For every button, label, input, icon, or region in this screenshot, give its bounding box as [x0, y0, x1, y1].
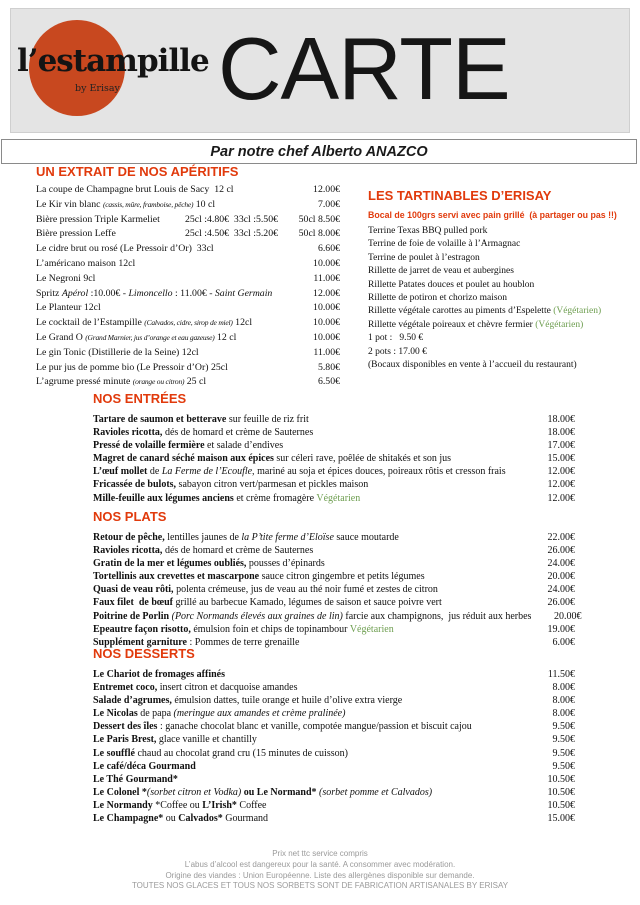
- page-title: CARTE: [218, 19, 510, 118]
- menu-item: [93, 707, 575, 720]
- menu-text-segment: lentilles jaunes de: [164, 532, 242, 543]
- item-name: [36, 287, 278, 302]
- menu-text-segment: Calvados*: [178, 813, 223, 825]
- menu-item: [368, 359, 630, 372]
- header-banner: [10, 8, 630, 133]
- item-name: [368, 238, 630, 251]
- menu-text-segment: Rillette de potiron et chorizo maison: [368, 293, 508, 304]
- menu-item: [93, 760, 575, 773]
- menu-text-segment: Le gin Tonic (Distillerie de la Seine) 12cl: [36, 346, 199, 358]
- menu-text-segment: Supplément garniture: [93, 636, 187, 648]
- item-price: 24.00€: [547, 558, 575, 570]
- menu-text-segment: (sorbet citron et Vodka): [146, 786, 242, 798]
- item-name: [93, 570, 525, 583]
- menu-text-segment: 10 cl: [193, 198, 216, 210]
- item-price: 22.00€: [547, 532, 575, 543]
- item-name: [36, 272, 278, 287]
- item-price: 18.00€: [547, 414, 575, 425]
- item-name: [93, 668, 525, 681]
- menu-item: [36, 183, 340, 198]
- menu-item: [93, 557, 575, 570]
- menu-text-segment: 25 cl: [184, 376, 207, 388]
- menu-text-segment: Saint Germain: [214, 287, 273, 299]
- menu-text-segment: Le cocktail de l’Estampille: [36, 317, 145, 329]
- item-name: [368, 252, 630, 265]
- menu-text-segment: dés de homard et crème de Sauternes: [162, 427, 314, 439]
- menu-text-segment: Limoncello: [128, 287, 173, 299]
- item-name: [368, 332, 630, 345]
- item-name: [93, 413, 525, 426]
- menu-text-segment: Le Paris Brest,: [93, 734, 157, 746]
- item-name: [368, 279, 630, 292]
- menu-text-segment: sur céleri rave, poêlée de shitakés et son jus: [273, 453, 452, 465]
- menu-text-segment: *Coffee ou: [152, 799, 203, 811]
- footer-legal: [0, 849, 640, 892]
- menu-text-segment: émulsion dattes, tuile orange et huile d’olive extra vierge: [171, 695, 403, 707]
- plats-list: [93, 531, 582, 649]
- item-name: [368, 346, 630, 359]
- menu-text-segment: sur feuille de riz frit: [226, 414, 309, 425]
- menu-text-segment: (orange ou citron): [132, 377, 185, 387]
- menu-item: [368, 265, 630, 278]
- menu-item: [368, 238, 630, 251]
- menu-text-segment: Ravioles ricotta,: [93, 427, 163, 439]
- menu-item: [36, 198, 340, 213]
- item-price: 9.50€: [552, 721, 575, 733]
- item-name: [93, 694, 525, 707]
- menu-text-segment: 2 pots : 17.00 €: [368, 346, 427, 357]
- menu-text-segment: (cassis, mûre, framboise, pêche): [102, 199, 194, 209]
- menu-text-segment: : 11.00€ -: [172, 287, 215, 299]
- item-price: 10.50€: [547, 773, 575, 785]
- section-heading-entrees: NOS ENTRÉES: [93, 391, 187, 406]
- item-price: 11.00€: [313, 272, 340, 284]
- item-name: [93, 812, 525, 825]
- menu-text-segment: Le Grand O: [36, 331, 86, 343]
- item-price: 24.00€: [547, 584, 575, 596]
- item-name: [93, 773, 525, 786]
- item-price: 7.00€: [317, 198, 340, 210]
- item-price: 9.50€: [552, 747, 575, 759]
- menu-item: [368, 305, 630, 318]
- item-name: [93, 799, 525, 812]
- item-name: [36, 331, 278, 346]
- item-name: [368, 359, 630, 372]
- menu-item: [93, 413, 575, 426]
- menu-text-segment: sauce citron gingembre et petits légumes: [259, 571, 425, 583]
- menu-text-segment: grillé au barbecue Kamado, légumes de saison et sauce poivre vert: [173, 597, 442, 609]
- restaurant-logo: l’estampille: [17, 43, 209, 79]
- item-name: [93, 557, 525, 570]
- menu-item: [93, 681, 575, 694]
- menu-item: [93, 544, 575, 557]
- menu-text-segment: Rillette végétale poireaux et chèvre fermier: [368, 319, 536, 330]
- menu-text-segment: Faux filet de bœuf: [93, 597, 173, 609]
- menu-item: [93, 747, 575, 760]
- menu-text-segment: Terrine de poulet à l’estragon: [368, 252, 480, 263]
- item-price: 10.00€: [313, 331, 340, 343]
- menu-text-segment: (Calvados, cidre, sirop de miel): [144, 318, 233, 328]
- menu-item: [36, 375, 340, 390]
- menu-text-segment: Le cidre brut ou rosé (Le Pressoir d’Or) 33cl: [36, 243, 214, 255]
- menu-text-segment: La coupe de Champagne brut Louis de Sacy 12 cl: [36, 184, 234, 195]
- menu-text-segment: Végétarien: [349, 623, 394, 635]
- item-price: 18.00€: [547, 427, 575, 439]
- menu-text-segment: (Bocaux disponibles en vente à l’accueil du restaurant): [368, 360, 577, 371]
- menu-text-segment: Poitrine de Porlin: [93, 610, 172, 622]
- menu-item: [93, 570, 575, 583]
- menu-text-segment: Le café/déca Gourmand: [93, 760, 196, 772]
- item-name: [36, 242, 278, 257]
- item-price: 50cl 8.50€: [298, 213, 340, 225]
- menu-text-segment: Pressé de volaille fermière: [93, 440, 205, 452]
- menu-text-segment: Epeautre façon risotto,: [93, 623, 191, 635]
- item-price: 9.50€: [552, 760, 575, 772]
- item-price: 12.00€: [313, 184, 340, 195]
- menu-item: [36, 227, 340, 242]
- item-price: 20.00€: [553, 610, 582, 622]
- menu-text-segment: mariné au soja et épices douces, poireaux rôtis et cresson frais: [254, 466, 506, 478]
- menu-text-segment: Salade d’agrumes,: [93, 695, 172, 707]
- item-price: 6.00€: [552, 636, 575, 648]
- item-price: 10.00€: [313, 317, 340, 329]
- menu-item: [368, 319, 630, 332]
- menu-text-segment: Le Chariot de fromages affinés: [93, 669, 226, 680]
- item-name: [93, 786, 525, 799]
- item-name: [93, 478, 525, 491]
- item-price: 6.60€: [317, 243, 340, 255]
- menu-text-segment: Apérol: [61, 287, 89, 299]
- menu-text-segment: sabayon citron vert/parmesan et pickles maison: [176, 479, 369, 491]
- menu-text-segment: Rillette végétale carottes au piments d’Espelette: [368, 306, 554, 317]
- item-name: [93, 610, 531, 623]
- item-price: 5.80€: [317, 361, 340, 373]
- item-name: [93, 544, 525, 557]
- section-desserts: [93, 646, 575, 825]
- menu-item: [368, 225, 630, 238]
- item-price: 12.00€: [547, 479, 575, 491]
- menu-text-segment: Le Planteur 12cl: [36, 302, 101, 314]
- menu-text-segment: Le Thé Gourmand*: [93, 773, 178, 785]
- menu-text-segment: La Ferme de l’Ecoufle,: [161, 466, 255, 478]
- item-name: [36, 316, 278, 331]
- menu-item: [93, 668, 575, 681]
- item-name: [93, 681, 525, 694]
- item-price: 26.00€: [547, 545, 575, 557]
- item-name: [93, 596, 525, 609]
- menu-text-segment: (Grand Marnier, jus d’orange et eau gazeuse): [85, 332, 215, 342]
- item-name: [368, 319, 630, 332]
- menu-item: [93, 531, 575, 544]
- menu-item: [93, 623, 575, 636]
- menu-item: [368, 332, 630, 345]
- menu-text-segment: Le pur jus de pomme bio (Le Pressoir d’Or) 25cl: [36, 361, 228, 373]
- item-name: [36, 375, 278, 390]
- item-name: [36, 213, 185, 228]
- section-tartinables: [368, 188, 630, 372]
- menu-text-segment: L’Irish*: [202, 799, 237, 811]
- item-name: [36, 346, 278, 361]
- menu-item: [93, 812, 575, 825]
- item-name: [368, 292, 630, 305]
- menu-text-segment: Spritz: [36, 287, 62, 299]
- menu-item: [368, 292, 630, 305]
- item-price: 11.00€: [313, 346, 340, 358]
- item-name: [93, 426, 525, 439]
- item-name: [368, 265, 630, 278]
- menu-text-segment: (sorbet pomme et Calvados): [319, 786, 433, 798]
- chef-line: Par notre chef Alberto ANAZCO: [210, 143, 428, 160]
- menu-text-segment: Retour de pêche,: [93, 532, 165, 543]
- section-heading-aperitifs: UN EXTRAIT DE NOS APÉRITIFS: [36, 164, 239, 179]
- menu-item: [36, 242, 340, 257]
- item-price: 17.00€: [547, 440, 575, 452]
- item-name: [36, 183, 278, 198]
- menu-item: [36, 287, 340, 302]
- section-heading-tartinables: LES TARTINABLES D’ERISAY: [368, 188, 552, 203]
- item-size-prices: 25cl :4.80€ 33cl :5.50€: [184, 213, 278, 225]
- item-price: 50cl 8.00€: [298, 228, 340, 240]
- item-name: [93, 439, 525, 452]
- logo-byline: by Erisay: [75, 83, 120, 94]
- item-name: [93, 583, 525, 596]
- menu-item: [93, 583, 575, 596]
- menu-text-segment: émulsion foin et chips de topinambour: [190, 623, 350, 635]
- menu-text-segment: ou Le Normand*: [243, 786, 317, 798]
- menu-item: [368, 279, 630, 292]
- desserts-list: [93, 668, 575, 825]
- menu-text-segment: Ravioles ricotta,: [93, 545, 163, 557]
- menu-text-segment: Le Champagne*: [93, 813, 164, 825]
- item-name: [36, 227, 185, 242]
- menu-text-segment: Rillette Patates douces et poulet au houblon: [368, 279, 535, 290]
- menu-text-segment: Entremet coco,: [93, 682, 158, 694]
- menu-item: [93, 439, 575, 452]
- section-heading-plats: NOS PLATS: [93, 509, 167, 524]
- menu-item: [36, 257, 340, 272]
- menu-item: [93, 452, 575, 465]
- menu-item: [36, 213, 340, 228]
- footer-line: TOUTES NOS GLACES ET TOUS NOS SORBETS SONT DE FABRICATION ARTISANALES BY ERISAY: [131, 881, 509, 891]
- menu-item: [93, 733, 575, 746]
- section-plats: [93, 509, 582, 649]
- menu-item: [93, 773, 575, 786]
- menu-item: [36, 346, 340, 361]
- menu-text-segment: Tartare de saumon et betterave: [93, 414, 227, 425]
- item-price: 8.00€: [552, 695, 575, 707]
- menu-text-segment: L’américano maison 12cl: [36, 257, 136, 269]
- menu-item: [368, 252, 630, 265]
- item-name: [93, 492, 525, 505]
- menu-text-segment: L’agrume pressé minute: [36, 376, 133, 388]
- menu-text-segment: Gratin de la mer et légumes oubliés,: [93, 558, 247, 570]
- item-name: [36, 361, 278, 376]
- menu-text-segment: :10.00€ -: [88, 287, 129, 299]
- menu-item: [93, 492, 575, 505]
- menu-text-segment: Gourmand: [222, 813, 269, 825]
- menu-item: [93, 720, 575, 733]
- footer-line: Origine des viandes : Union Européenne. Liste des allergènes disponible sur demande.: [165, 870, 475, 880]
- menu-item: [93, 610, 582, 623]
- menu-text-segment: insert citron et dacquoise amandes: [157, 682, 298, 694]
- section-aperitifs: [36, 164, 340, 390]
- menu-text-segment: Végétarien: [316, 492, 361, 504]
- tartinables-subtitle: Bocal de 100grs servi avec pain grillé (à partager ou pas !!): [368, 210, 617, 220]
- section-entrees: [93, 391, 575, 505]
- menu-text-segment: Coffee: [236, 799, 267, 811]
- menu-text-segment: (Porc Normands élevés aux graines de lin): [171, 610, 343, 622]
- menu-text-segment: Magret de canard séché maison aux épices: [93, 453, 274, 465]
- menu-text-segment: 12 cl: [214, 331, 237, 343]
- item-size-prices: 25cl :4.50€ 33cl :5.20€: [184, 228, 278, 240]
- item-price: 10.00€: [313, 302, 340, 314]
- menu-item: [368, 346, 630, 359]
- aperitifs-list: [36, 183, 340, 390]
- menu-text-segment: farcie aux champignons, jus réduit aux herbes: [342, 610, 532, 622]
- item-name: [368, 305, 630, 318]
- menu-text-segment: la P’tite ferme d’Eloïse: [241, 532, 334, 543]
- item-price: 19.00€: [547, 623, 575, 635]
- menu-item: [36, 272, 340, 287]
- entrees-list: [93, 413, 575, 505]
- item-name: [93, 465, 525, 478]
- item-price: 6.50€: [317, 376, 340, 388]
- item-price: 12.00€: [547, 492, 575, 504]
- menu-text-segment: (Végétarien): [535, 319, 584, 330]
- menu-text-segment: Quasi de veau rôti,: [93, 584, 174, 596]
- item-price: 10.50€: [547, 786, 575, 798]
- item-price: 8.00€: [552, 708, 575, 720]
- menu-text-segment: 12cl: [232, 317, 253, 329]
- menu-text-segment: dés de homard et crème de Sauternes: [162, 545, 314, 557]
- menu-text-segment: : ganache chocolat blanc et vanille, compotée mangue/passion et biscuit cajou: [157, 721, 472, 733]
- item-name: [36, 257, 278, 272]
- item-name: [93, 747, 525, 760]
- menu-text-segment: Le Normandy: [93, 799, 153, 811]
- menu-item: [36, 361, 340, 376]
- menu-text-segment: Mille-feuille aux légumes anciens: [93, 492, 234, 504]
- menu-item: [93, 596, 575, 609]
- menu-text-segment: Le Nicolas: [93, 708, 138, 720]
- tartinables-list: [368, 225, 630, 372]
- menu-item: [93, 478, 575, 491]
- item-price: 26.00€: [547, 597, 575, 609]
- item-price: 15.00€: [547, 813, 575, 825]
- item-name: [93, 531, 525, 544]
- menu-item: [93, 694, 575, 707]
- item-name: [93, 452, 525, 465]
- menu-text-segment: Terrine de foie de volaille à l’Armagnac: [368, 239, 521, 250]
- menu-text-segment: Dessert des îles: [93, 721, 158, 733]
- section-heading-desserts: NOS DESSERTS: [93, 646, 195, 661]
- menu-item: [36, 316, 340, 331]
- menu-text-segment: de: [147, 466, 162, 478]
- item-price: 8.00€: [552, 682, 575, 694]
- item-price: 9.50€: [552, 734, 575, 746]
- item-name: [93, 760, 525, 773]
- menu-text-segment: Bière pression Triple Karmeliet: [36, 213, 160, 225]
- menu-text-segment: : Pommes de terre grenaille: [187, 636, 300, 648]
- menu-text-segment: (meringue aux amandes et crème pralinée): [173, 708, 346, 720]
- menu-text-segment: sauce moutarde: [333, 532, 399, 543]
- menu-text-segment: de papa: [137, 708, 174, 720]
- item-name: [36, 198, 278, 213]
- menu-text-segment: ou: [163, 813, 179, 825]
- menu-text-segment: Bière pression Leffe: [36, 228, 116, 240]
- item-name: [93, 720, 525, 733]
- menu-item: [93, 786, 575, 799]
- menu-text-segment: Tortellinis aux crevettes et mascarpone: [93, 571, 260, 583]
- menu-text-segment: polenta crémeuse, jus de veau au thé noir fumé et zestes de citron: [173, 584, 438, 596]
- item-name: [368, 225, 630, 238]
- menu-text-segment: chaud au chocolat grand cru (15 minutes de cuisson): [134, 747, 348, 759]
- item-name: [36, 301, 278, 316]
- menu-item: [36, 301, 340, 316]
- menu-text-segment: L’œuf mollet: [93, 466, 148, 478]
- item-price: 11.50€: [547, 669, 575, 680]
- menu-text-segment: et salade d’endives: [204, 440, 284, 452]
- footer-line: Prix net ttc service compris: [272, 849, 368, 858]
- item-name: [93, 623, 525, 636]
- menu-item: [93, 426, 575, 439]
- menu-text-segment: Terrine Texas BBQ pulled pork: [368, 226, 488, 236]
- menu-text-segment: glace vanille et chantilly: [156, 734, 257, 746]
- menu-text-segment: Rillette de jarret de veau et aubergines: [368, 266, 514, 277]
- menu-text-segment: Le Colonel *: [93, 786, 147, 798]
- menu-item: [36, 331, 340, 346]
- item-price: 10.00€: [313, 257, 340, 269]
- menu-text-segment: pousses d’épinards: [246, 558, 325, 570]
- menu-text-segment: (Végétarien): [553, 306, 602, 317]
- menu-text-segment: 1 pot : 9.50 €: [368, 333, 424, 344]
- item-price: 12.00€: [547, 466, 575, 478]
- item-price: 12.00€: [313, 287, 340, 299]
- item-name: [93, 707, 525, 720]
- item-name: [93, 733, 525, 746]
- menu-text-segment: Le soufflé: [93, 747, 135, 759]
- chef-banner: [1, 139, 637, 164]
- menu-text-segment: et crème fromagère: [233, 492, 317, 504]
- item-price: 10.50€: [547, 799, 575, 811]
- footer-line: L’abus d’alcool est dangereux pour la santé. A consommer avec modération.: [184, 859, 456, 869]
- menu-text-segment: Le Negroni 9cl: [36, 272, 96, 284]
- menu-text-segment: Fricassée de bulots,: [93, 479, 177, 491]
- menu-item: [93, 465, 575, 478]
- item-price: 20.00€: [547, 571, 575, 583]
- menu-item: [93, 799, 575, 812]
- menu-text-segment: Le Kir vin blanc: [36, 198, 103, 210]
- item-price: 15.00€: [547, 453, 575, 465]
